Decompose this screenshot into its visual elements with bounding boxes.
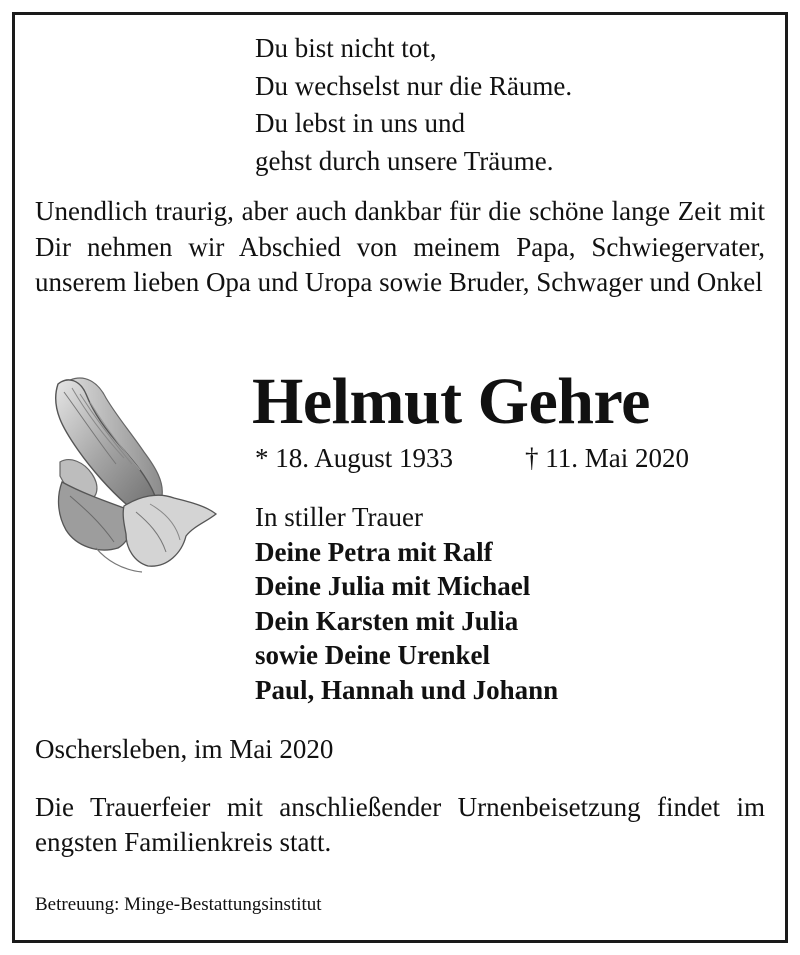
mourner-line: sowie Deine Urenkel: [255, 640, 490, 670]
deceased-name: Helmut Gehre: [252, 365, 650, 438]
mourner-line: Deine Petra mit Ralf: [255, 536, 493, 567]
poem-line: gehst durch unsere Träume.: [255, 145, 554, 176]
mourner-line: Deine Julia mit Michael: [255, 571, 531, 601]
mourner-line: Dein Karsten mit Julia: [255, 605, 519, 636]
poem-line: Du wechselst nur die Räume.: [255, 70, 573, 101]
place-date: Oschersleben, im Mai 2020: [35, 734, 334, 764]
praying-hands-icon: [40, 372, 220, 582]
mourners: [255, 500, 558, 707]
death-date: † 11. Mai 2020: [525, 443, 689, 473]
funeral-home: Betreuung: Minge-Bestattungsinstitut: [35, 894, 322, 915]
ceremony-text: Die Trauerfeier mit anschließender Urnenbeisetzung findet im engsten Familienkreis statt.: [35, 792, 765, 857]
mourner-line: Paul, Hannah und Johann: [255, 674, 559, 705]
poem-line: Du bist nicht tot,: [255, 33, 437, 63]
poem-line: Du lebst in uns und: [255, 108, 466, 138]
birth-date: * 18. August 1933: [255, 443, 454, 473]
mourners-heading: In stiller Trauer: [255, 502, 423, 532]
intro-text: Unendlich traurig, aber auch dankbar für die schöne lange Zeit mit Dir nehmen wir Abschied von meinem Papa, Schwiegervater, unserem lieben Opa und Uropa sowie Bruder, Schwager und Onkel: [35, 196, 765, 297]
poem: [255, 30, 572, 180]
